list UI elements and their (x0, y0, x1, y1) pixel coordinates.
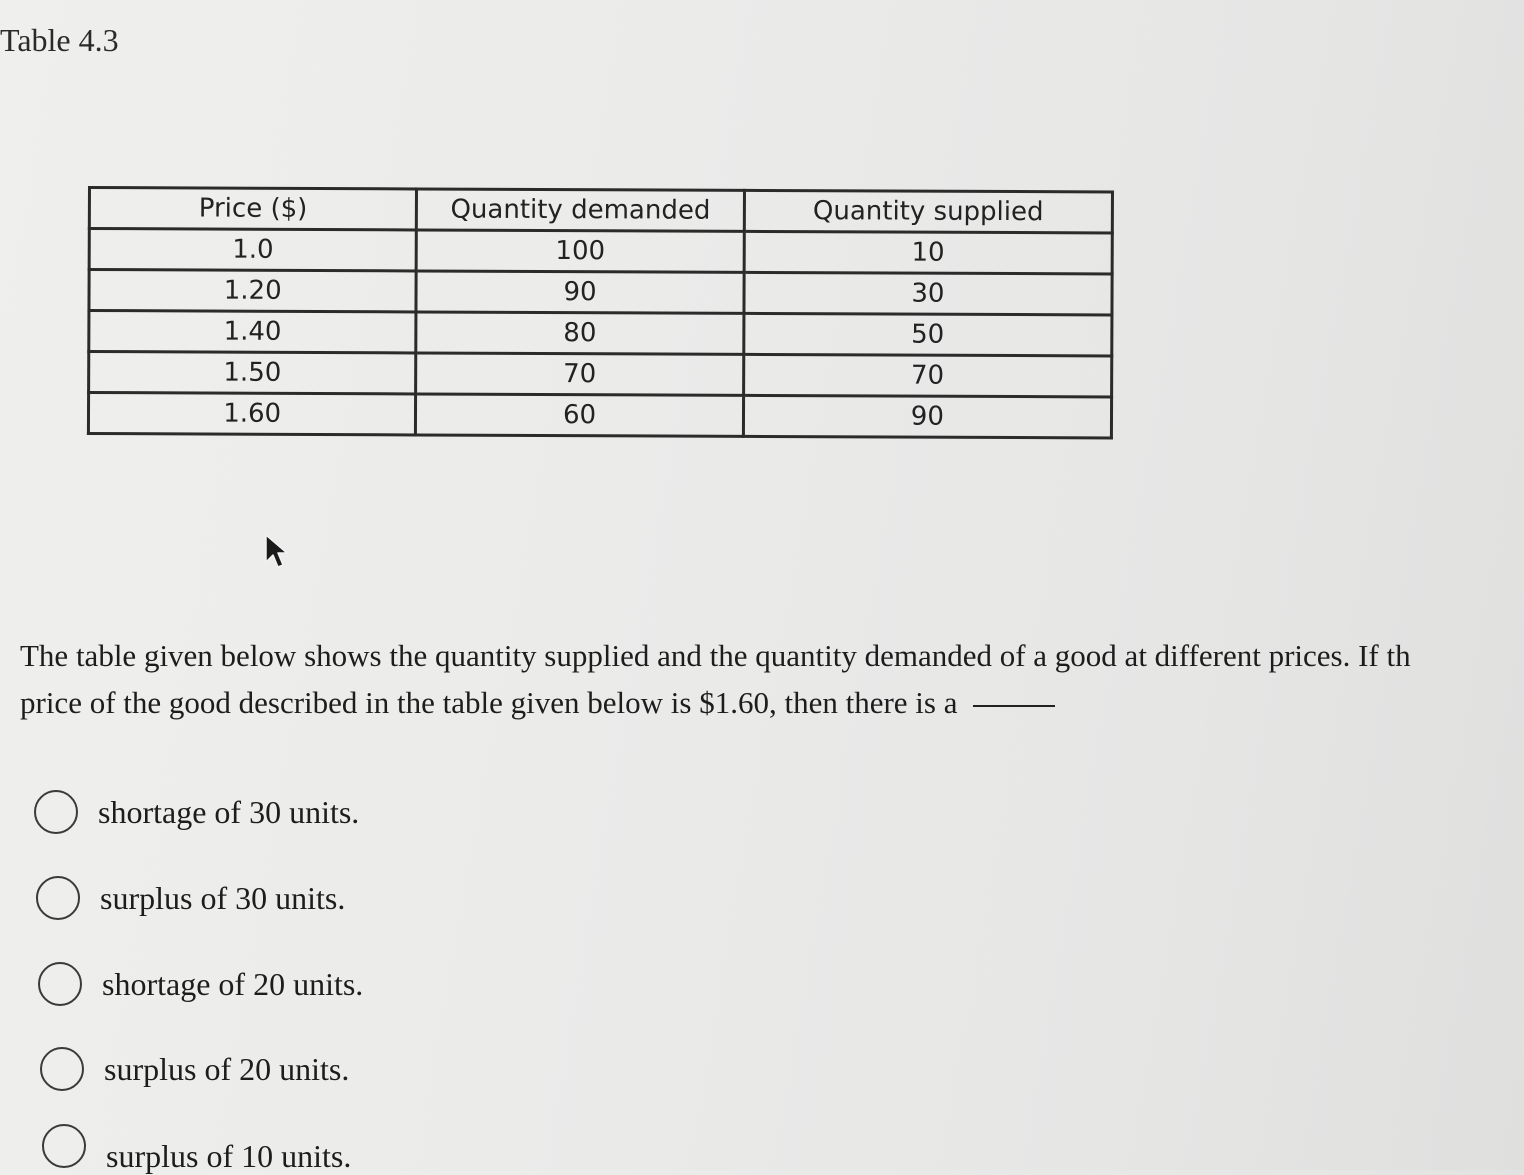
table-header-row (89, 188, 1112, 233)
quantity-supplied-cell: 30 (744, 272, 1112, 315)
quantity-supplied-cell: 70 (743, 354, 1111, 397)
radio-button[interactable] (40, 1047, 84, 1091)
question-line-1: The table given below shows the quantity supplied and the quantity demanded of a good at different prices. If th (20, 638, 1411, 673)
question-line-2: price of the good described in the table given below is $1.60, then there is a (20, 685, 958, 720)
option-label: surplus of 30 units. (100, 879, 346, 916)
question-line-2-wrap (20, 679, 1524, 726)
option-label: surplus of 10 units. (106, 1137, 352, 1174)
price-cell: 1.40 (89, 311, 417, 353)
table-row (88, 393, 1111, 438)
quantity-supplied-cell: 50 (743, 313, 1111, 356)
price-cell: 1.60 (88, 393, 416, 435)
table-row (89, 229, 1112, 274)
header-quantity-demanded: Quantity demanded (417, 189, 745, 231)
option-label: shortage of 30 units. (98, 793, 360, 830)
quantity-demanded-cell: 80 (416, 312, 744, 354)
quantity-demanded-cell: 90 (416, 271, 744, 313)
table-row (89, 352, 1112, 397)
radio-button[interactable] (34, 790, 78, 834)
answer-option[interactable] (42, 1124, 352, 1174)
supply-demand-table (87, 186, 1114, 439)
quantity-demanded-cell: 60 (416, 394, 744, 436)
header-quantity-supplied: Quantity supplied (744, 190, 1112, 233)
table-row (89, 270, 1112, 315)
quantity-demanded-cell: 70 (416, 353, 744, 395)
price-cell: 1.50 (89, 352, 417, 394)
answer-option[interactable] (34, 790, 359, 834)
radio-button[interactable] (42, 1124, 86, 1168)
radio-button[interactable] (36, 876, 80, 920)
option-label: shortage of 20 units. (102, 965, 364, 1002)
header-price: Price ($) (89, 188, 417, 230)
price-cell: 1.20 (89, 270, 417, 312)
answer-option[interactable] (38, 962, 363, 1006)
answer-blank (973, 705, 1055, 707)
data-table-container (87, 186, 1114, 439)
answer-option[interactable] (36, 876, 345, 920)
quantity-supplied-cell: 90 (743, 395, 1111, 438)
mouse-pointer-icon (264, 534, 290, 570)
quantity-demanded-cell: 100 (416, 230, 744, 272)
quantity-supplied-cell: 10 (744, 231, 1112, 274)
radio-button[interactable] (38, 962, 82, 1006)
option-label: surplus of 20 units. (104, 1050, 350, 1087)
answer-option[interactable] (40, 1047, 349, 1091)
question-text (20, 632, 1524, 726)
table-row (89, 311, 1112, 356)
price-cell: 1.0 (89, 229, 417, 271)
table-caption: Table 4.3 (0, 22, 119, 58)
